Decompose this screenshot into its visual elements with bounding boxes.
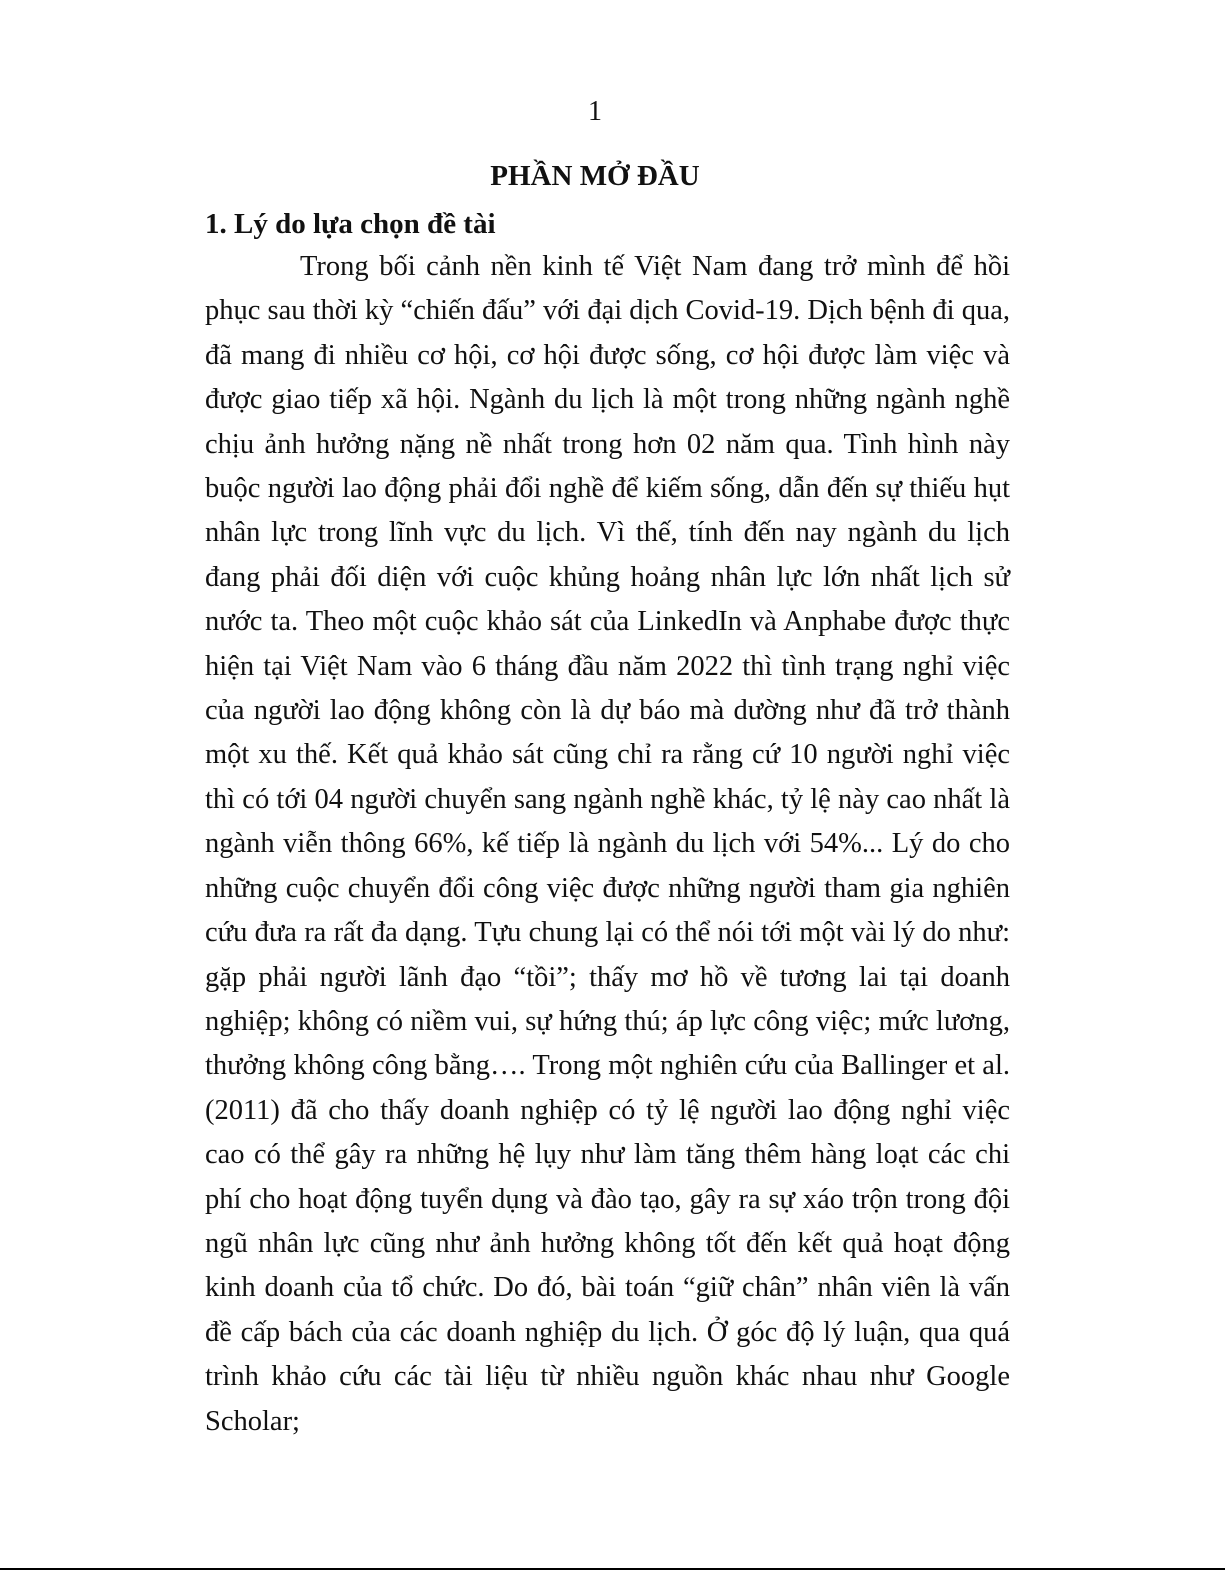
bottom-rule — [0, 1568, 1225, 1570]
section-heading: 1. Lý do lựa chọn đề tài — [205, 208, 496, 240]
page-title: PHẦN MỞ ĐẦU — [490, 160, 700, 192]
page-number: 1 — [588, 96, 602, 127]
body-paragraph: Trong bối cảnh nền kinh tế Việt Nam đang trở mình để hồi phục sau thời kỳ “chiến đấu” với đại dịch Covid-19. Dịch bệnh đi qua, đã mang đi nhiều cơ hội, cơ hội được sống, cơ hội được làm việc và được giao tiếp xã hội. Ngành du lịch là một trong những ngành nghề chịu ảnh hưởng nặng nề nhất trong hơn 02 năm qua. Tình hình này buộc người lao động phải đổi nghề để kiếm sống, dẫn đến sự thiếu hụt nhân lực trong lĩnh vực du lịch. Vì thế, tính đến nay ngành du lịch đang phải đối diện với cuộc khủng hoảng nhân lực lớn nhất lịch sử nước ta. Theo một cuộc khảo sát của LinkedIn và Anphabe được thực hiện tại Việt Nam vào 6 tháng đầu năm 2022 thì tình trạng nghỉ việc của người lao động không còn là dự báo mà dường như đã trở thành một xu thế. Kết quả khảo sát cũng chỉ ra rằng cứ 10 người nghỉ việc thì có tới 04 người chuyển sang ngành nghề khác, tỷ lệ này cao nhất là ngành viễn thông 66%, kế tiếp là ngành du lịch với 54%... Lý do cho những cuộc chuyển đổi công việc được những người tham gia nghiên cứu đưa ra rất đa dạng. Tựu chung lại có thể nói tới một vài lý do như: gặp phải người lãnh đạo “tồi”; thấy mơ hồ về tương lai tại doanh nghiệp; không có niềm vui, sự hứng thú; áp lực công việc; mức lương, thưởng không công bằng…. Trong một nghiên cứu của Ballinger et al. (2011) đã cho thấy doanh nghiệp có tỷ lệ người lao động nghỉ việc cao có thể gây ra những hệ lụy như làm tăng thêm hàng loạt các chi phí cho hoạt động tuyển dụng và đào tạo, gây ra sự xáo trộn trong đội ngũ nhân lực cũng như ảnh hưởng không tốt đến kết quả hoạt động kinh doanh của tổ chức. Do đó, bài toán “giữ chân” nhân viên là vấn đề cấp bách của các doanh nghiệp du lịch. Ở góc độ lý luận, qua quá trình khảo cứu các tài liệu từ nhiều nguồn khác nhau như Google Scholar; — [205, 251, 1010, 1437]
